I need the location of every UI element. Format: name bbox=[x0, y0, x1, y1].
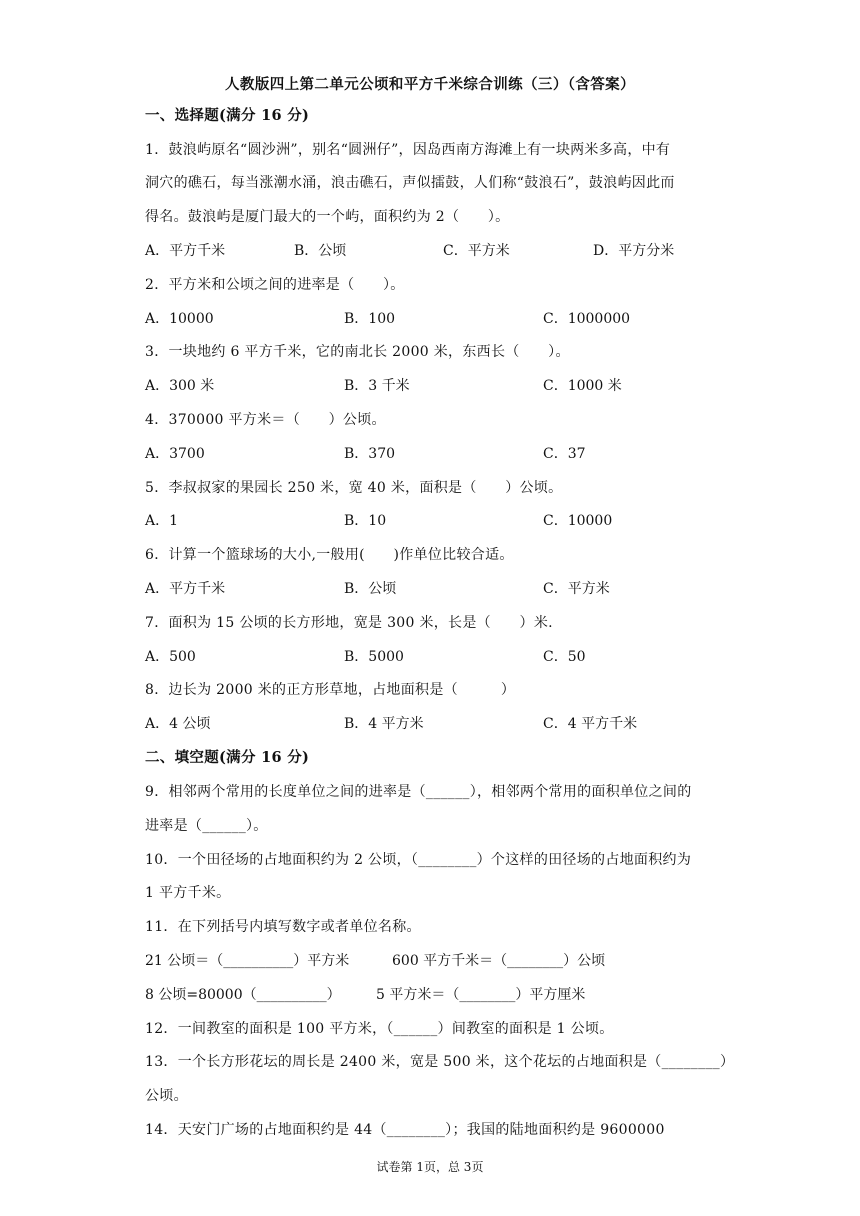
question-2-option-b: B．100 bbox=[344, 311, 396, 327]
question-6-option-a: A．平方千米 bbox=[145, 581, 226, 597]
question-4: 4．370000 平方米＝（ ）公顷。 bbox=[145, 412, 386, 428]
question-7: 7．面积为 15 公顷的长方形地，宽是 300 米，长是（ ）米. bbox=[145, 615, 553, 631]
question-11-blank-3: 8 公顷=80000（__________） bbox=[145, 987, 341, 1003]
question-11-blank-4: 5 平方米＝（________）平方厘米 bbox=[376, 987, 586, 1003]
question-6-option-b: B．公顷 bbox=[344, 581, 397, 597]
question-3-option-a: A．300 米 bbox=[145, 378, 215, 394]
question-3-option-b: B．3 千米 bbox=[344, 378, 410, 394]
question-8-option-b: B．4 平方米 bbox=[344, 716, 424, 732]
question-13-line-2: 公顷。 bbox=[145, 1088, 188, 1104]
question-4-option-c: C．37 bbox=[543, 446, 586, 462]
question-4-option-a: A．3700 bbox=[145, 446, 205, 462]
question-6: 6．计算一个篮球场的大小,一般用( )作单位比较合适。 bbox=[145, 547, 514, 563]
question-11-blank-1: 21 公顷＝（__________）平方米 bbox=[145, 953, 350, 969]
question-1-option-c: C．平方米 bbox=[443, 243, 510, 259]
question-14: 14．天安门广场的占地面积约是 44（________）；我国的陆地面积约是 9600000 bbox=[145, 1122, 665, 1138]
question-7-option-a: A．500 bbox=[145, 649, 196, 665]
question-11-blank-2: 600 平方千米＝（________）公顷 bbox=[392, 953, 606, 969]
question-11: 11．在下列括号内填写数字或者单位名称。 bbox=[145, 919, 421, 935]
question-2: 2．平方米和公顷之间的进率是（ ）。 bbox=[145, 277, 405, 293]
question-5-option-c: C．10000 bbox=[543, 513, 613, 529]
question-5-option-b: B．10 bbox=[344, 513, 387, 529]
question-2-option-c: C．1000000 bbox=[543, 311, 631, 327]
question-8-option-a: A．4 公顷 bbox=[145, 716, 211, 732]
question-3-option-c: C．1000 米 bbox=[543, 378, 622, 394]
question-2-option-a: A．10000 bbox=[145, 311, 214, 327]
question-1-line-3: 得名。鼓浪屿是厦门最大的一个屿，面积约为 2（ ）。 bbox=[145, 209, 510, 225]
question-13-line-1: 13．一个长方形花坛的周长是 2400 米，宽是 500 米，这个花坛的占地面积是（________） bbox=[145, 1054, 735, 1070]
question-1-line-1: 1．鼓浪屿原名“圆沙洲”，别名“圆洲仔”，因岛西南方海滩上有一块两米多高，中有 bbox=[145, 142, 671, 158]
question-1-option-a: A．平方千米 bbox=[145, 243, 226, 259]
question-6-option-c: C．平方米 bbox=[543, 581, 610, 597]
section-heading-choice: 一、选择题(满分 16 分) bbox=[145, 107, 310, 124]
question-1-option-d: D．平方分米 bbox=[593, 243, 675, 259]
question-10-line-2: 1 平方千米。 bbox=[145, 885, 231, 901]
question-5-option-a: A．1 bbox=[145, 513, 179, 529]
question-8-option-c: C．4 平方千米 bbox=[543, 716, 638, 732]
question-1-option-b: B．公顷 bbox=[294, 243, 347, 259]
question-7-option-b: B．5000 bbox=[344, 649, 404, 665]
question-8: 8．边长为 2000 米的正方形草地，占地面积是（ ） bbox=[145, 682, 516, 698]
page-title: 人教版四上第二单元公顷和平方千米综合训练（三）（含答案） bbox=[225, 76, 635, 93]
question-10-line-1: 10．一个田径场的占地面积约为 2 公顷，（________）个这样的田径场的占地面积约为 bbox=[145, 852, 692, 868]
question-4-option-b: B．370 bbox=[344, 446, 396, 462]
question-3: 3．一块地约 6 平方千米，它的南北长 2000 米，东西长（ ）。 bbox=[145, 344, 570, 360]
question-5: 5．李叔叔家的果园长 250 米，宽 40 米，面积是（ ）公顷。 bbox=[145, 480, 563, 496]
question-12: 12．一间教室的面积是 100 平方米，（______）间教室的面积是 1 公顷。 bbox=[145, 1021, 614, 1037]
section-heading-fill: 二、填空题(满分 16 分) bbox=[145, 749, 310, 766]
question-9-line-2: 进率是（______）。 bbox=[145, 818, 268, 834]
question-9-line-1: 9．相邻两个常用的长度单位之间的进率是（______），相邻两个常用的面积单位之间的 bbox=[145, 784, 692, 800]
question-7-option-c: C．50 bbox=[543, 649, 586, 665]
page-footer: 试卷第 1页，总 3页 bbox=[376, 1160, 484, 1174]
question-1-line-2: 洞穴的礁石，每当涨潮水涌，浪击礁石，声似擂鼓，人们称“鼓浪石”，鼓浪屿因此而 bbox=[145, 175, 675, 191]
